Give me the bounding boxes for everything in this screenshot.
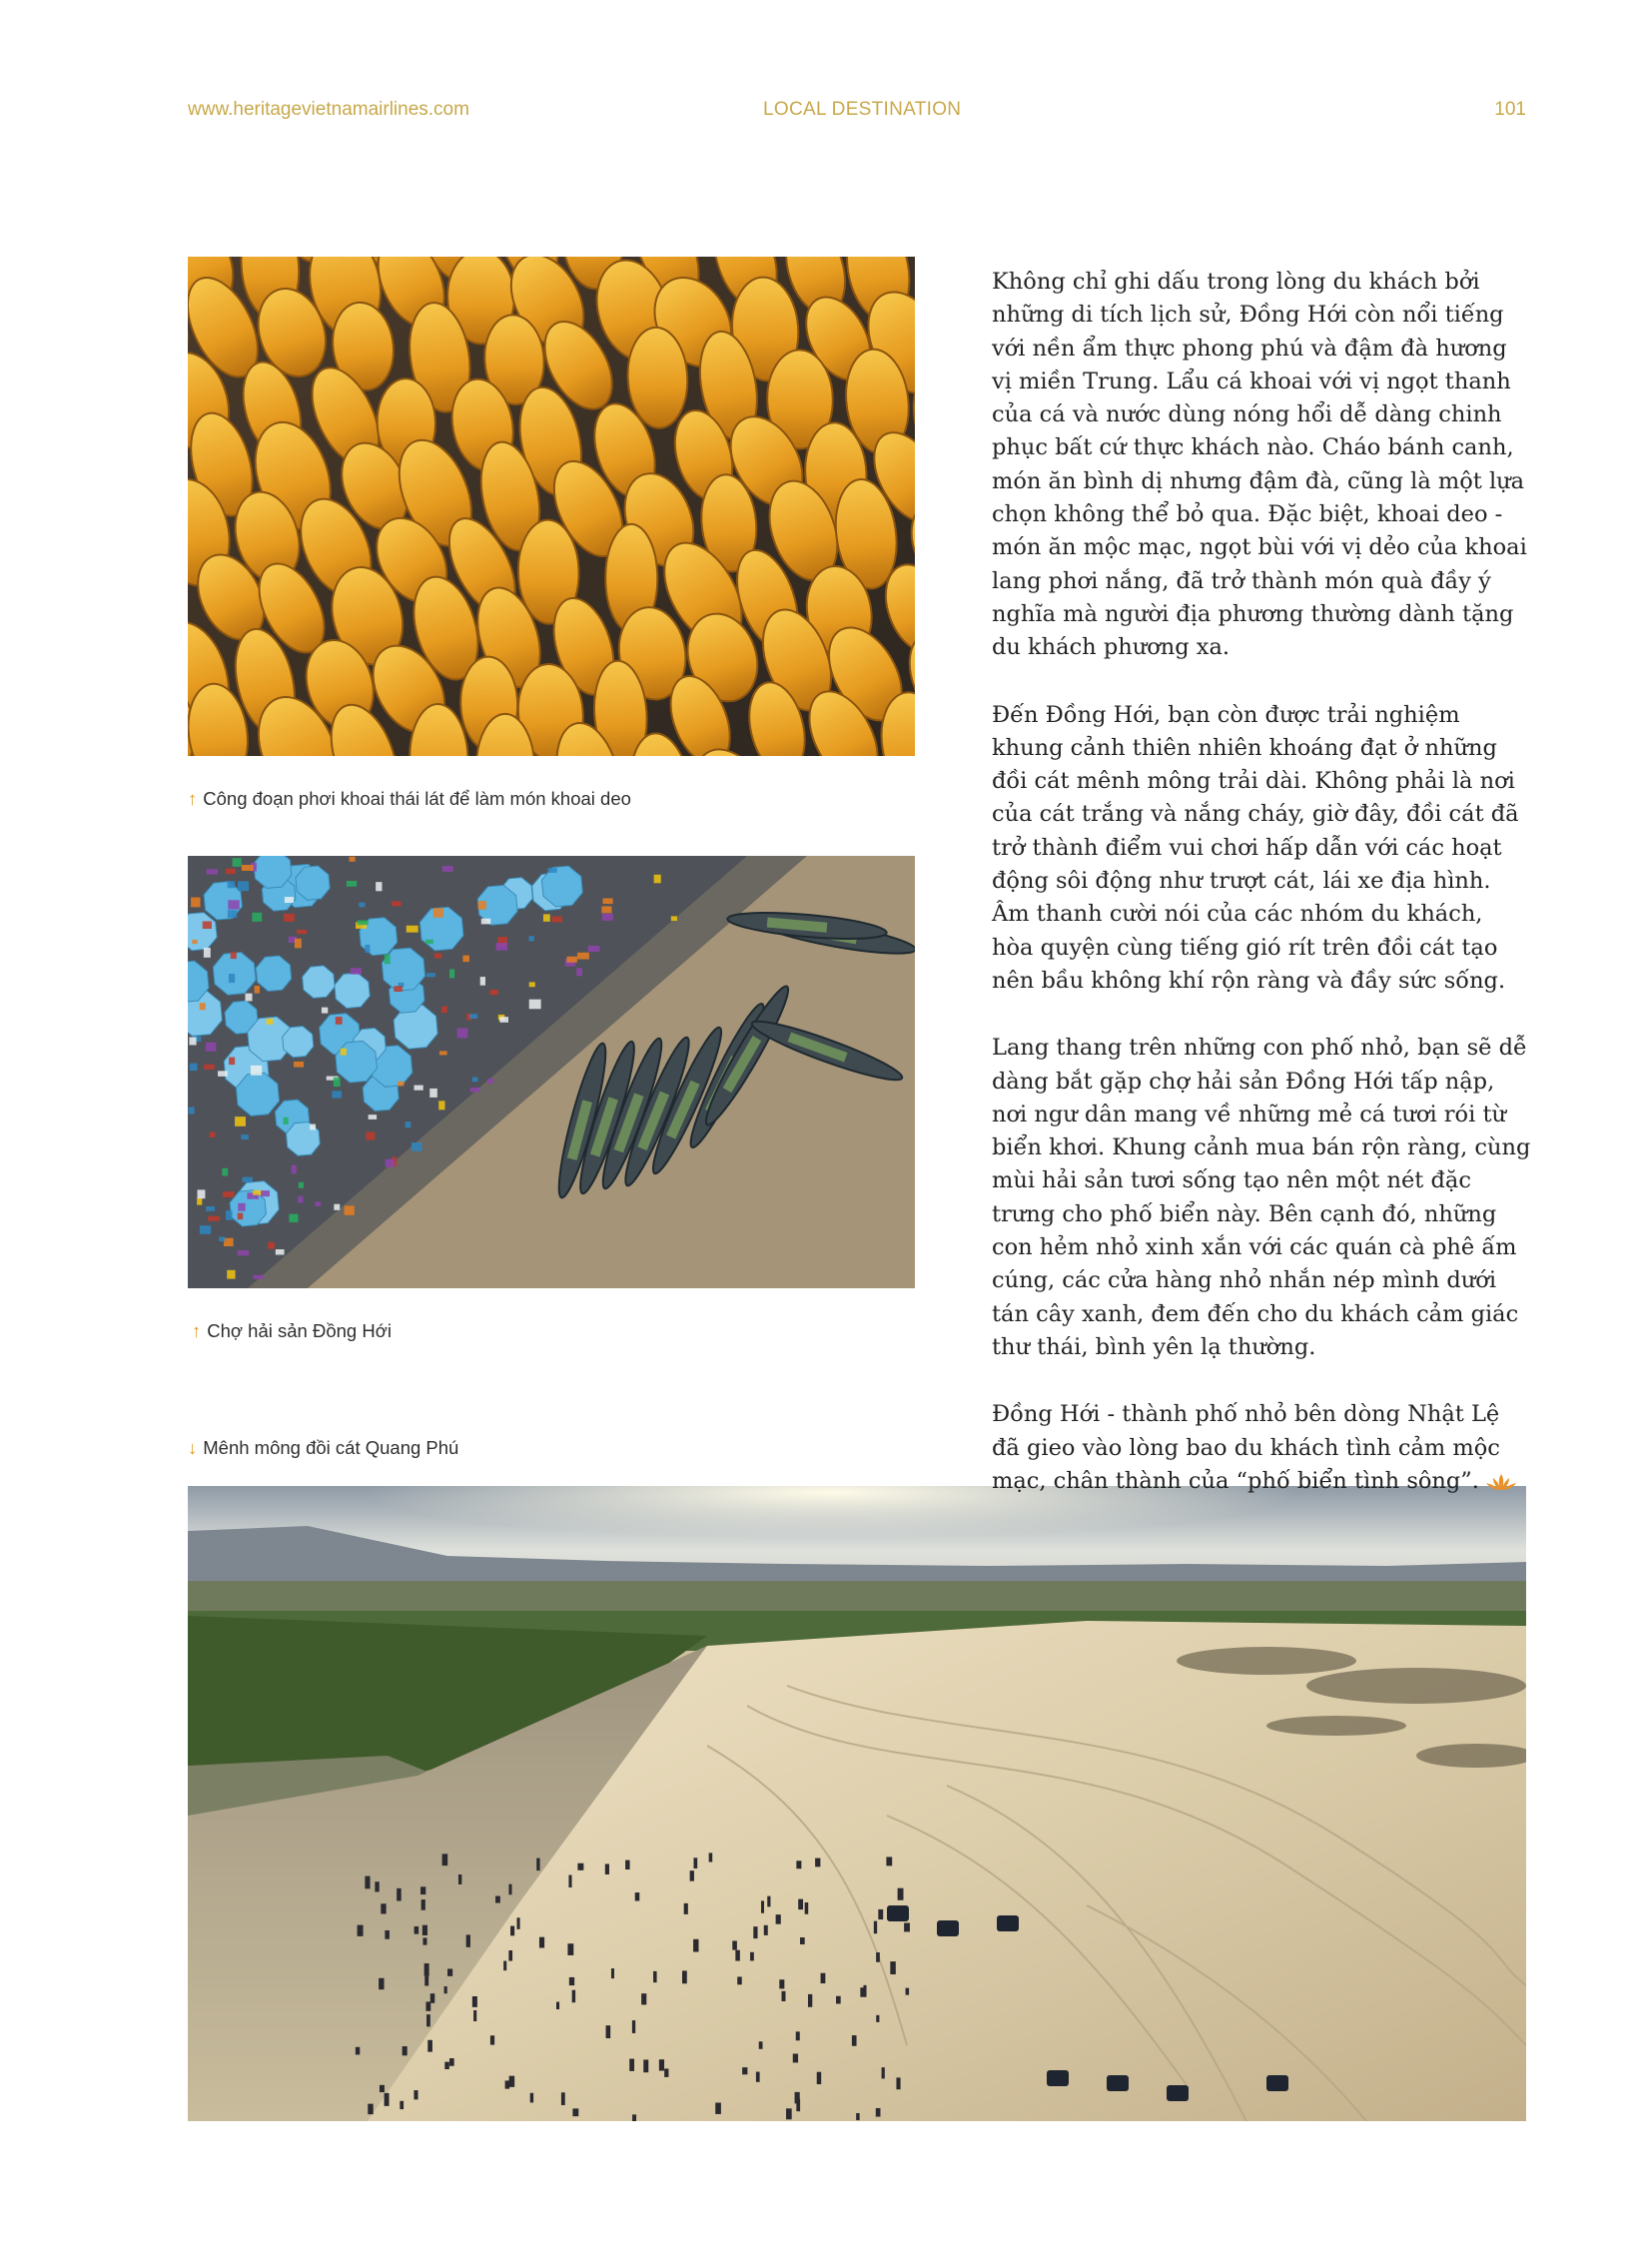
header-section-title: LOCAL DESTINATION <box>763 99 962 120</box>
photo-drying-sweet-potato <box>188 257 915 756</box>
arrow-up-icon: ↑ <box>192 1320 202 1341</box>
caption-text: Công đoạn phơi khoai thái lát để làm món khoai deo <box>203 788 631 809</box>
article-paragraph: Lang thang trên những con phố nhỏ, bạn sẽ dễ dàng bắt gặp chợ hải sản Đồng Hới tấp nập, nơi ngư dân mang về những mẻ cá tươi rói từ biển khơi. Khung cảnh mua bán rộn ràng, cùng mùi hải sản tươi sống tạo nên một nét đặc trưng cho phố biển này. Bên cạnh đó, những con hẻm nhỏ xinh xắn với các quán cà phê ấm cúng, các cửa hàng nhỏ nhắn nép mình dưới tán cây xanh, đem đến cho du khách cảm giác thư thái, bình yên lạ thường. <box>992 1035 1531 1360</box>
arrow-down-icon: ↓ <box>188 1437 198 1458</box>
article-paragraph: Không chỉ ghi dấu trong lòng du khách bởi những di tích lịch sử, Đồng Hới còn nổi tiếng với nền ẩm thực phong phú và đậm đà hương vị miền Trung. Lẩu cá khoai với vị ngọt thanh của cá và nước dùng nóng hổi dễ dàng chinh phục bất cứ thực khách nào. Cháo bánh canh, món ăn bình dị nhưng đậm đà, cũng là một lựa chọn không thể bỏ qua. Đặc biệt, khoai deo - món ăn mộc mạc, ngọt bùi với vị dẻo của khoai lang phơi nắng, đã trở thành món quà đầy ý nghĩa mà người địa phương thường dành tặng du khách phương xa. <box>992 269 1527 661</box>
caption-quang-phu-dunes <box>188 1435 458 1461</box>
article-body <box>992 266 1531 1536</box>
page-number: 101 <box>1494 99 1526 120</box>
caption-seafood-market <box>192 1318 392 1344</box>
caption-drying-sweet-potato <box>188 786 631 812</box>
article-paragraph-text: Đồng Hới - thành phố nhỏ bên dòng Nhật Lệ đã gieo vào lòng bao du khách tình cảm mộc mạc, chân thành của “phố biển tình sông”. <box>992 1401 1500 1494</box>
arrow-up-icon: ↑ <box>188 788 198 809</box>
caption-text: Mênh mông đồi cát Quang Phú <box>203 1437 459 1458</box>
lotus-end-mark-icon <box>1485 1469 1517 1502</box>
caption-text: Chợ hải sản Đồng Hới <box>207 1320 392 1341</box>
article-paragraph: Đến Đồng Hới, bạn còn được trải nghiệm khung cảnh thiên nhiên khoáng đạt ở những đồi cát mênh mông trải dài. Không phải là nơi của cát trắng và nắng cháy, giờ đây, đồi cát đã trở thành điểm vui chơi hấp dẫn với các hoạt động sôi động như trượt cát, lái xe địa hình. Âm thanh cười nói của các nhóm du khách, hòa quyện cùng tiếng gió rít trên đồi cát tạo nên bầu không khí rộn ràng và đầy sức sống. <box>992 701 1519 994</box>
header-url: www.heritagevietnamairlines.com <box>188 99 469 120</box>
article-paragraph-final <box>992 1398 1531 1502</box>
photo-sand-dunes <box>188 1486 1526 2121</box>
photo-seafood-market-aerial <box>188 856 915 1288</box>
